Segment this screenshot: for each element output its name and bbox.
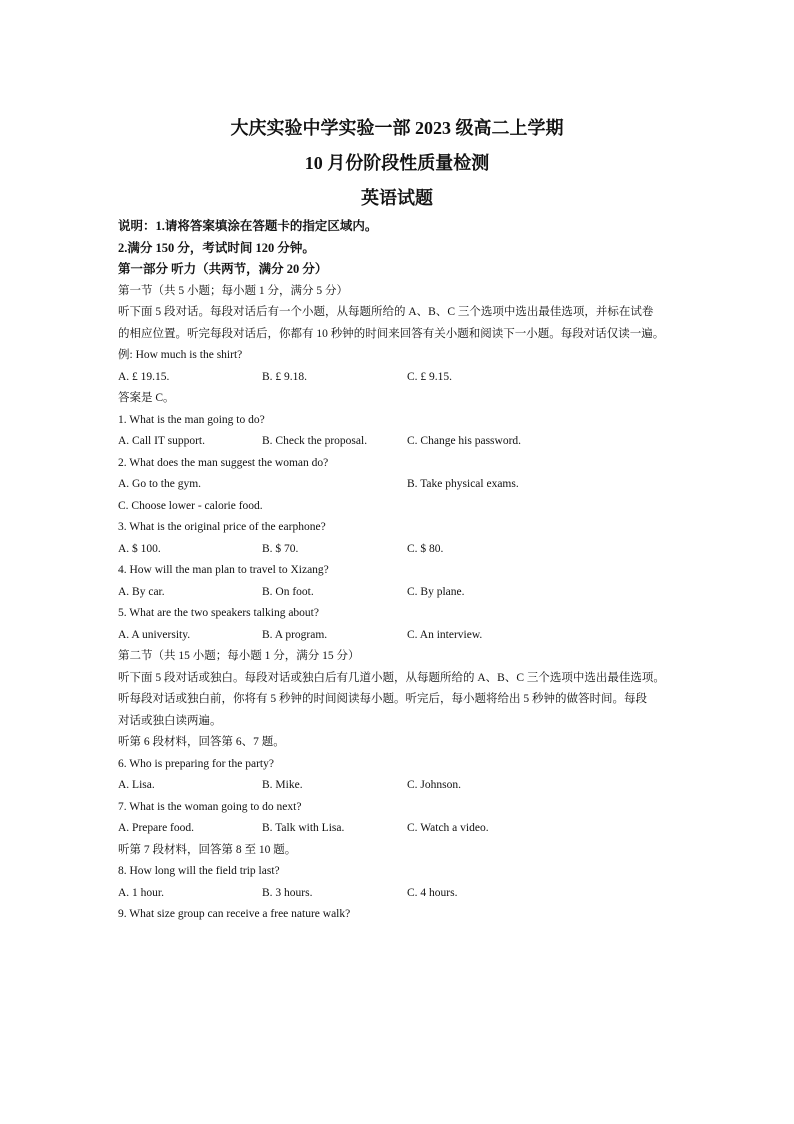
option-b: B. Talk with Lisa. <box>262 822 345 834</box>
exam-title-school: 大庆实验中学实验一部 2023 级高二上学期 <box>230 118 564 138</box>
section-two-heading: 第二节（共 15 小题；每小题 1 分，满分 15 分） <box>118 650 360 662</box>
option-b: B. Mike. <box>262 779 303 791</box>
question-6: 6. Who is preparing for the party? <box>118 757 274 770</box>
option-b: B. £ 9.18. <box>262 370 308 383</box>
question-5: 5. What are the two speakers talking about? <box>118 607 319 619</box>
option-c: C. Choose lower - calorie food. <box>118 499 263 512</box>
part-one-heading: 第一部分 听力（共两节，满分 20 分） <box>118 262 328 276</box>
section-one-directions: 的相应位置。听完每段对话后，你都有 10 秒钟的时间来回答有关小题和阅读下一小题。每段对话仅读一遍。 <box>118 327 665 340</box>
material-6-note: 听第 6 段材料，回答第 6、7 题。 <box>118 736 285 748</box>
instruction-line-2: 2.满分 150 分，考试时间 120 分钟。 <box>118 240 315 255</box>
option-a: A. Go to the gym. <box>118 478 202 490</box>
question-5-options <box>118 625 690 647</box>
instruction-line-1: 说明：1.请将答案填涂在答题卡的指定区域内。 <box>118 219 378 233</box>
option-c: C. By plane. <box>407 585 465 598</box>
example-answer: 答案是 C。 <box>118 392 175 404</box>
material-7-note: 听第 7 段材料，回答第 8 至 10 题。 <box>118 843 297 856</box>
question-7-options <box>118 818 690 840</box>
question-3: 3. What is the original price of the earphone? <box>118 521 326 533</box>
section-two-directions: 对话或独白读两遍。 <box>118 714 222 727</box>
section-one-directions: 听下面 5 段对话。每段对话后有一个小题，从每题所给的 A、B、C 三个选项中选出最佳选项，并标在试卷 <box>118 306 654 318</box>
example-question: 例: How much is the shirt? <box>118 349 243 361</box>
option-c: C. $ 80. <box>407 542 444 555</box>
option-b: B. On foot. <box>262 585 314 598</box>
question-6-options <box>118 775 690 797</box>
question-1-options <box>118 431 690 453</box>
option-c: C. 4 hours. <box>407 886 458 899</box>
option-a: A. Lisa. <box>118 779 155 791</box>
option-c: C. An interview. <box>407 628 483 641</box>
question-8: 8. How long will the field trip last? <box>118 865 280 877</box>
option-c: C. Change his password. <box>407 435 522 447</box>
option-a: A. Call IT support. <box>118 435 205 447</box>
question-7: 7. What is the woman going to do next? <box>118 800 302 813</box>
option-c: C. £ 9.15. <box>407 370 453 383</box>
option-a: A. $ 100. <box>118 542 161 555</box>
option-c: C. Johnson. <box>407 779 461 791</box>
question-1: 1. What is the man going to do? <box>118 413 265 426</box>
question-8-options <box>118 883 690 905</box>
option-b: B. A program. <box>262 628 328 641</box>
option-b: B. 3 hours. <box>262 886 313 899</box>
option-b: B. $ 70. <box>262 542 299 555</box>
section-one-heading: 第一节（共 5 小题；每小题 1 分，满分 5 分） <box>118 284 348 297</box>
example-options <box>118 367 690 389</box>
question-4: 4. How will the man plan to travel to Xizang? <box>118 564 329 576</box>
option-b: B. Take physical exams. <box>407 478 519 490</box>
exam-content <box>118 216 690 926</box>
question-2-options <box>118 474 690 496</box>
option-a: A. £ 19.15. <box>118 370 170 383</box>
option-b: B. Check the proposal. <box>262 435 368 447</box>
section-two-directions: 听每段对话或独白前，你将有 5 秒钟的时间阅读每小题。听完后，每小题将给出 5 秒钟的做答时间。每段 <box>118 693 647 705</box>
exam-title-term: 10 月份阶段性质量检测 <box>304 153 490 173</box>
option-a: A. By car. <box>118 585 165 598</box>
option-a: A. A university. <box>118 628 191 641</box>
question-2: 2. What does the man suggest the woman do? <box>118 456 329 469</box>
option-a: A. 1 hour. <box>118 886 164 899</box>
question-4-options <box>118 582 690 604</box>
question-3-options <box>118 539 690 561</box>
question-9: 9. What size group can receive a free nature walk? <box>118 908 351 920</box>
option-a: A. Prepare food. <box>118 822 195 834</box>
section-two-directions: 听下面 5 段对话或独白。每段对话或独白后有几道小题，从每题所给的 A、B、C 三个选项中选出最佳选项。 <box>118 671 665 684</box>
exam-title-subject: 英语试题 <box>361 188 433 208</box>
option-c: C. Watch a video. <box>407 822 489 834</box>
